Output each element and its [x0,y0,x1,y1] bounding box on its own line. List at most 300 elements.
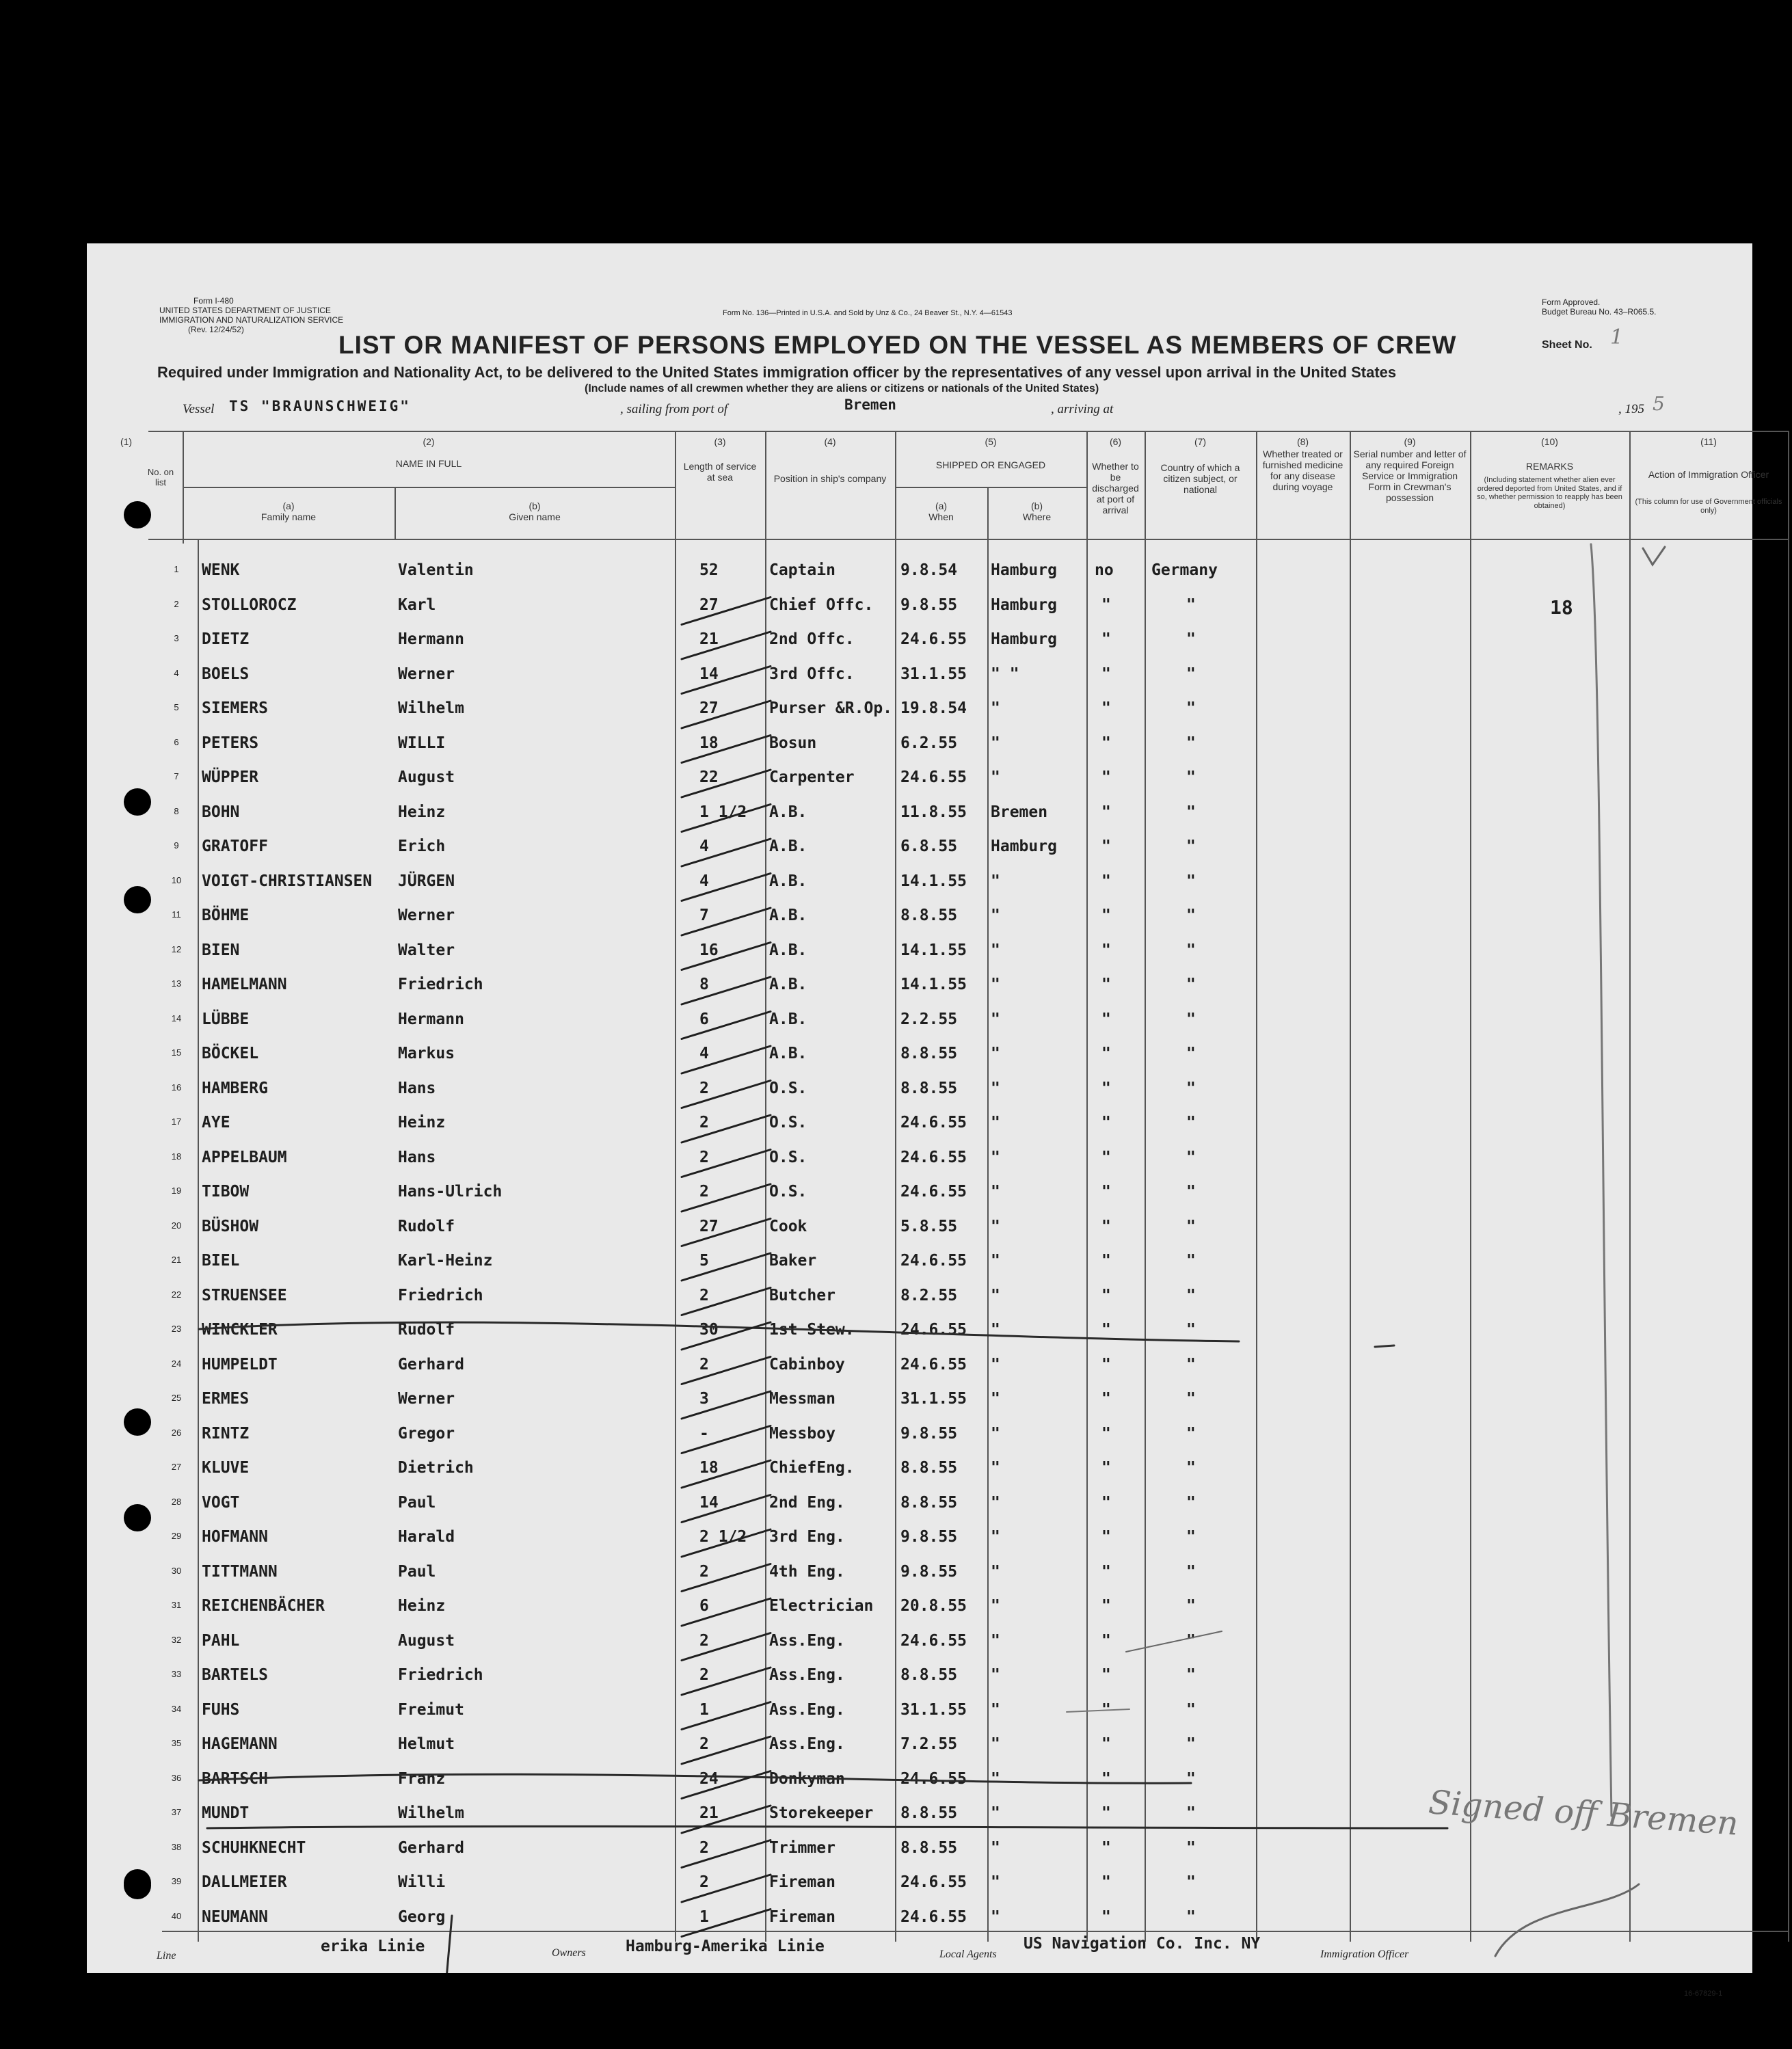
pen-line [445,1916,452,1973]
shipped-when-cell: 8.8.55 [900,1079,958,1097]
shipped-where-cell: " [991,976,1000,993]
tally-stroke [682,701,771,728]
tally-stroke [682,1115,771,1142]
signed-off-note: Signed off Bremen [1427,1783,1740,1843]
shipped-when-cell: 7.2.55 [900,1735,958,1753]
country-cell: " [1186,1252,1196,1270]
shipped-when-cell: 24.6.55 [900,1148,967,1166]
position-cell: Messman [769,1390,835,1408]
row-number: 10 [171,874,182,885]
row-number: 25 [171,1393,182,1403]
discharge-cell: " [1101,1597,1111,1615]
shipped-where-cell: " [991,699,1000,717]
position-cell: A.B. [769,976,807,993]
tally-stroke [682,1702,771,1730]
discharge-cell: " [1101,1562,1111,1581]
given-name-cell: Gregor [398,1424,455,1443]
country-cell: " [1186,1010,1196,1028]
shipped-where-cell: " [991,1631,1000,1650]
service-length-cell: 6 [699,1597,709,1615]
given-name-cell: August [398,1631,455,1650]
shipped-when-cell: 24.6.55 [900,1769,967,1788]
given-name-cell: Helmut [398,1735,455,1753]
col9-header: Serial number and letter of any required Foreign Service or Immigration Form in Crewman's possession [1353,448,1467,504]
service-length-cell: 3 [699,1390,709,1408]
given-name-cell: Heinz [398,1114,446,1131]
col8-num: (8) [1296,436,1309,447]
tally-stroke [682,1253,771,1281]
service-length-cell: 14 [699,1493,719,1512]
shipped-where-cell: " [991,1114,1000,1131]
service-length-cell: 5 [699,1252,709,1270]
family-name-cell: STOLLOROCZ [202,595,297,614]
row-number: 31 [171,1600,182,1610]
service-length-cell: 21 [699,630,719,648]
position-cell: 4th Eng. [769,1562,845,1581]
col1-num: (1) [120,436,133,447]
given-name-cell: August [398,768,455,786]
row-number: 24 [171,1358,182,1369]
binder-hole [124,1504,151,1531]
given-name-cell: Willi [398,1873,446,1891]
given-name-cell: Heinz [398,803,446,821]
pen-line [1067,1709,1129,1712]
country-cell: " [1186,1114,1196,1131]
discharge-cell: " [1101,976,1111,993]
shipped-when-cell: 24.6.55 [900,1183,967,1201]
given-name-cell: Friedrich [398,976,483,993]
manifest-sheet [87,243,1782,1998]
discharge-cell: " [1101,1666,1111,1684]
shipped-when-cell: 6.2.55 [900,734,958,752]
discharge-cell: " [1101,1804,1111,1822]
row-number: 18 [171,1151,182,1162]
position-cell: Electrician [769,1597,874,1615]
tally-stroke [682,1633,771,1661]
country-cell: " [1186,1321,1196,1339]
row-number: 8 [174,805,179,816]
shipped-where-cell: " [991,872,1000,890]
discharge-cell: " [1101,1700,1111,1719]
country-cell: " [1186,734,1196,752]
country-cell: " [1186,1148,1196,1166]
col4-num: (4) [824,436,836,447]
col11-header: Action of Immigration Officer [1648,469,1769,480]
line-value: erika Linie [321,1938,425,1955]
position-cell: 3rd Offc. [769,665,855,683]
service-length-cell: 18 [699,1459,719,1477]
discharge-cell: " [1101,803,1111,821]
country-cell: " [1186,1735,1196,1753]
given-name-cell: Werner [398,665,455,683]
col6-num: (6) [1109,436,1122,447]
sheet-label: Sheet No. [1542,339,1592,351]
shipped-where-cell: " [991,1907,1000,1926]
shipped-where-cell: " [991,1183,1000,1201]
row-number: 21 [171,1255,182,1265]
tally-stroke [682,595,771,625]
family-name-cell: BÖCKEL [202,1045,259,1062]
service-length-cell: 2 [699,1355,709,1374]
tally-stroke [682,1081,771,1108]
discharge-cell: " [1101,1286,1111,1304]
given-name-cell: Markus [398,1045,455,1062]
form-number: Form I-480 [193,296,234,306]
shipped-where-cell: " [991,1079,1000,1097]
col6-header: Whether to be discharged at port of arrival [1092,461,1139,516]
row-number: 28 [171,1496,182,1507]
service-length-cell: 1 [699,1700,709,1719]
tally-stroke [682,1046,771,1073]
family-name-cell: NEUMANN [202,1907,268,1926]
country-cell: " [1186,1493,1196,1512]
discharge-cell: " [1101,1769,1111,1788]
position-cell: A.B. [769,838,807,855]
form-code: 16-67829-1 [1684,1990,1723,1998]
discharge-cell: " [1101,1528,1111,1546]
shipped-when-cell: 20.8.55 [900,1597,967,1615]
discharge-cell: " [1101,1148,1111,1166]
shipped-where-cell: " [991,941,1000,959]
pen-line [1126,1631,1222,1652]
col2b-header: (b) Given name [509,500,561,523]
service-length-cell: 2 [699,1562,709,1581]
row-number: 39 [171,1876,182,1886]
tally-stroke [682,1598,771,1626]
country-cell: " [1186,1045,1196,1062]
service-length-cell: 2 [699,1286,709,1304]
shipped-where-cell: " [991,1562,1000,1581]
given-name-cell: Franz [398,1769,446,1788]
position-cell: Donkyman [769,1769,845,1788]
col9-num: (9) [1404,436,1416,447]
row-number: 13 [171,978,182,989]
position-cell: Ass.Eng. [769,1666,845,1684]
row-number: 30 [171,1565,182,1576]
position-cell: 3rd Eng. [769,1528,845,1546]
include-note: (Include names of all crewmen whether they are aliens or citizens or nationals of the United States) [585,383,1099,394]
position-cell: Ass.Eng. [769,1735,845,1753]
service-length-cell: 2 [699,1838,709,1857]
given-name-cell: Rudolf [398,1321,455,1339]
tally-stroke [682,1460,771,1488]
shipped-where-cell: " [991,1838,1000,1857]
shipped-where-cell: " [991,1769,1000,1788]
shipped-when-cell: 8.8.55 [900,1804,958,1822]
tally-stroke [682,736,771,763]
shipped-where-cell: " [991,1148,1000,1166]
service-length-cell: 1 [699,1907,709,1926]
col5b-header: (b) Where [1022,500,1052,523]
country-cell: " [1186,803,1196,821]
tally-stroke [682,632,771,659]
service-length-cell: 6 [699,1010,709,1028]
country-cell: " [1186,1217,1196,1235]
tally-stroke [682,667,771,694]
shipped-when-cell: 19.8.54 [900,699,967,717]
position-cell: A.B. [769,803,807,821]
position-cell: O.S. [769,1114,807,1131]
country-cell: " [1186,1183,1196,1201]
row-number: 12 [171,943,182,954]
row-number: 1 [174,564,179,574]
officer-label: Immigration Officer [1320,1948,1409,1960]
discharge-cell: " [1101,1045,1111,1062]
position-cell: 2nd Eng. [769,1493,845,1512]
position-cell: Fireman [769,1907,835,1926]
vessel-name: TS "BRAUNSCHWEIG" [229,398,411,414]
shipped-when-cell: 8.8.55 [900,1838,958,1857]
family-name-cell: BIEL [202,1252,240,1270]
country-cell: " [1186,872,1196,890]
family-name-cell: BIEN [202,941,240,959]
shipped-when-cell: 24.6.55 [900,1252,967,1270]
tally-stroke [682,1840,771,1868]
discharge-cell: " [1101,1493,1111,1512]
shipped-when-cell: 14.1.55 [900,872,967,890]
service-length-cell: 22 [699,768,719,786]
tally-stroke [682,1668,771,1695]
row-number: 20 [171,1220,182,1231]
arriving-label: , arriving at [1051,402,1114,416]
row-number: 38 [171,1841,182,1852]
shipped-where-cell: Hamburg [991,838,1057,855]
family-name-cell: KLUVE [202,1459,250,1477]
family-name-cell: SIEMERS [202,699,268,717]
given-name-cell: Freimut [398,1700,464,1719]
family-name-cell: SCHUHKNECHT [202,1838,306,1857]
service-length-cell: 2 [699,1183,709,1201]
position-cell: O.S. [769,1148,807,1166]
given-name-cell: Karl-Heinz [398,1252,493,1270]
col2-header: NAME IN FULL [395,458,462,469]
service-length-cell: 21 [699,1804,719,1822]
tally-stroke [682,1564,771,1592]
service-length-cell: 2 [699,1666,709,1684]
separator-stroke [199,1774,1191,1783]
signature-stroke [1495,1884,1639,1956]
family-name-cell: WINCKLER [202,1321,278,1339]
family-name-cell: WENK [202,561,240,579]
given-name-cell: Hermann [398,630,464,648]
family-name-cell: ERMES [202,1390,250,1408]
row-number: 37 [171,1807,182,1817]
shipped-where-cell: Hamburg [991,595,1057,614]
shipped-where-cell: " [991,1528,1000,1546]
shipped-when-cell: 24.6.55 [900,1355,967,1374]
position-cell: O.S. [769,1079,807,1097]
shipped-when-cell: 8.2.55 [900,1286,958,1304]
given-name-cell: Gerhard [398,1838,464,1857]
family-name-cell: PETERS [202,734,259,752]
service-length-cell: 2 [699,1148,709,1166]
shipped-where-cell: " [991,1252,1000,1270]
given-name-cell: Hans [398,1079,436,1097]
shipped-when-cell: 31.1.55 [900,665,967,683]
col3-num: (3) [714,436,726,447]
remarks-cell: 18 [1550,595,1573,619]
given-name-cell: Dietrich [398,1459,474,1477]
row-number: 22 [171,1289,182,1300]
shipped-where-cell: " " [991,665,1019,683]
discharge-cell: no [1095,561,1114,579]
given-name-cell: Wilhelm [398,699,464,717]
shipped-when-cell: 24.6.55 [900,1907,967,1926]
family-name-cell: BARTELS [202,1666,268,1684]
position-cell: A.B. [769,1045,807,1062]
discharge-cell: " [1101,941,1111,959]
discharge-cell: " [1101,1217,1111,1235]
shipped-when-cell: 5.8.55 [900,1217,958,1235]
sailing-port: Bremen [844,397,896,413]
shipped-when-cell: 6.8.55 [900,838,958,855]
position-cell: Purser &R.Op. [769,699,893,717]
given-name-cell: Georg [398,1907,446,1926]
family-name-cell: HAMELMANN [202,976,287,993]
given-name-cell: Hans [398,1148,436,1166]
given-name-cell: Gerhard [398,1355,464,1374]
shipped-where-cell: " [991,1390,1000,1408]
discharge-cell: " [1101,630,1111,648]
col5a-header: (a) When [928,500,954,523]
country-cell: " [1186,838,1196,855]
binder-hole [124,501,151,528]
position-cell: Storekeeper [769,1804,874,1822]
row-number: 5 [174,702,179,712]
shipped-when-cell: 24.6.55 [900,630,967,648]
discharge-cell: " [1101,1390,1111,1408]
given-name-cell: Wilhelm [398,1804,464,1822]
agents-label: Local Agents [939,1948,997,1960]
tally-stroke [682,1426,771,1454]
shipped-when-cell: 24.6.55 [900,1873,967,1891]
country-cell: " [1186,907,1196,924]
binder-hole [124,886,151,913]
service-length-cell: 24 [699,1769,719,1788]
shipped-when-cell: 31.1.55 [900,1700,967,1719]
col7-header: Country of which a citizen subject, or national [1160,462,1240,496]
shipped-when-cell: 9.8.55 [900,1562,958,1581]
binder-hole [124,788,151,816]
col10-note: (Including statement whether alien ever ordered deported from United States, and if so, whether permission to reapply has been obtained) [1477,476,1622,510]
row-number: 15 [171,1047,182,1058]
shipped-when-cell: 11.8.55 [900,803,967,821]
country-cell: " [1186,1597,1196,1615]
year-label: , 195 [1618,402,1644,416]
given-name-cell: Paul [398,1562,436,1581]
tally-stroke [682,839,771,866]
discharge-cell: " [1101,1114,1111,1131]
position-cell: 2nd Offc. [769,630,855,648]
family-name-cell: PAHL [202,1631,240,1650]
family-name-cell: APPELBAUM [202,1148,287,1166]
family-name-cell: VOGT [202,1493,240,1512]
row-number: 23 [171,1324,182,1334]
country-cell: " [1186,1562,1196,1581]
country-cell: Germany [1151,561,1218,579]
approved-line-2: Budget Bureau No. 43–R065.5. [1542,307,1657,317]
discharge-cell: " [1101,1631,1111,1650]
tally-stroke [682,908,771,935]
tally-stroke [682,1012,771,1039]
row-number: 29 [171,1531,182,1541]
col-divider [1788,431,1789,1942]
discharge-cell: " [1101,1252,1111,1270]
service-length-cell: 2 [699,1114,709,1131]
sailing-label: , sailing from port of [620,402,728,416]
agents-value: US Navigation Co. Inc. NY [1024,1935,1261,1953]
given-name-cell: Rudolf [398,1217,455,1235]
family-name-cell: TIBOW [202,1183,250,1201]
service-length-cell: 14 [699,665,719,683]
family-name-cell: BÜSHOW [202,1217,259,1235]
discharge-cell: " [1101,699,1111,717]
tally-stroke [682,1529,771,1557]
row-number: 7 [174,771,179,781]
agency-line-1: UNITED STATES DEPARTMENT OF JUSTICE [159,306,331,315]
shipped-when-cell: 14.1.55 [900,941,967,959]
given-name-cell: Friedrich [398,1286,483,1304]
row-number: 17 [171,1116,182,1127]
position-cell: Butcher [769,1286,835,1304]
discharge-cell: " [1101,1873,1111,1891]
position-cell: A.B. [769,907,807,924]
service-length-cell: 52 [699,561,719,579]
service-length-cell: 7 [699,907,709,924]
col2a-header: (a) Family name [260,500,317,523]
vessel-label: Vessel [183,402,215,416]
service-length-cell: 27 [699,699,719,717]
country-cell: " [1186,1355,1196,1374]
shipped-where-cell: " [991,1217,1000,1235]
col4-header: Position in ship's company [773,473,887,484]
family-name-cell: TITTMANN [202,1562,278,1581]
position-cell: O.S. [769,1183,807,1201]
service-length-cell: 18 [699,734,719,752]
tally-stroke [682,1495,771,1523]
service-length-cell: 2 [699,1631,709,1650]
family-name-cell: LÜBBE [202,1010,250,1028]
row-number: 9 [174,840,179,851]
shipped-when-cell: 8.8.55 [900,1045,958,1062]
shipped-when-cell: 8.8.55 [900,907,958,924]
col3-header: Length of service at sea [683,461,757,483]
shipped-where-cell: " [991,1286,1000,1304]
agency-line-3: (Rev. 12/24/52) [188,325,244,334]
shipped-when-cell: 14.1.55 [900,976,967,993]
strike-through-stroke [207,1826,1447,1828]
shipped-where-cell: Hamburg [991,561,1057,579]
shipped-where-cell: " [991,1045,1000,1062]
family-name-cell: AYE [202,1114,230,1131]
given-name-cell: Erich [398,838,446,855]
country-cell: " [1186,1390,1196,1408]
discharge-cell: " [1101,1424,1111,1443]
tally-stroke [682,1288,771,1315]
shipped-when-cell: 9.8.54 [900,561,958,579]
service-length-cell: 4 [699,1045,709,1062]
col10-num: (10) [1541,436,1558,447]
col5-header: SHIPPED OR ENGAGED [935,459,1046,470]
shipped-when-cell: 8.8.55 [900,1493,958,1512]
country-cell: " [1186,1838,1196,1857]
country-cell: " [1186,1459,1196,1477]
tally-stroke [682,1184,771,1211]
family-name-cell: MUNDT [202,1804,250,1822]
family-name-cell: HOFMANN [202,1528,268,1546]
col11-note: (This column for use of Government officials only) [1635,498,1782,515]
discharge-cell: " [1101,1735,1111,1753]
